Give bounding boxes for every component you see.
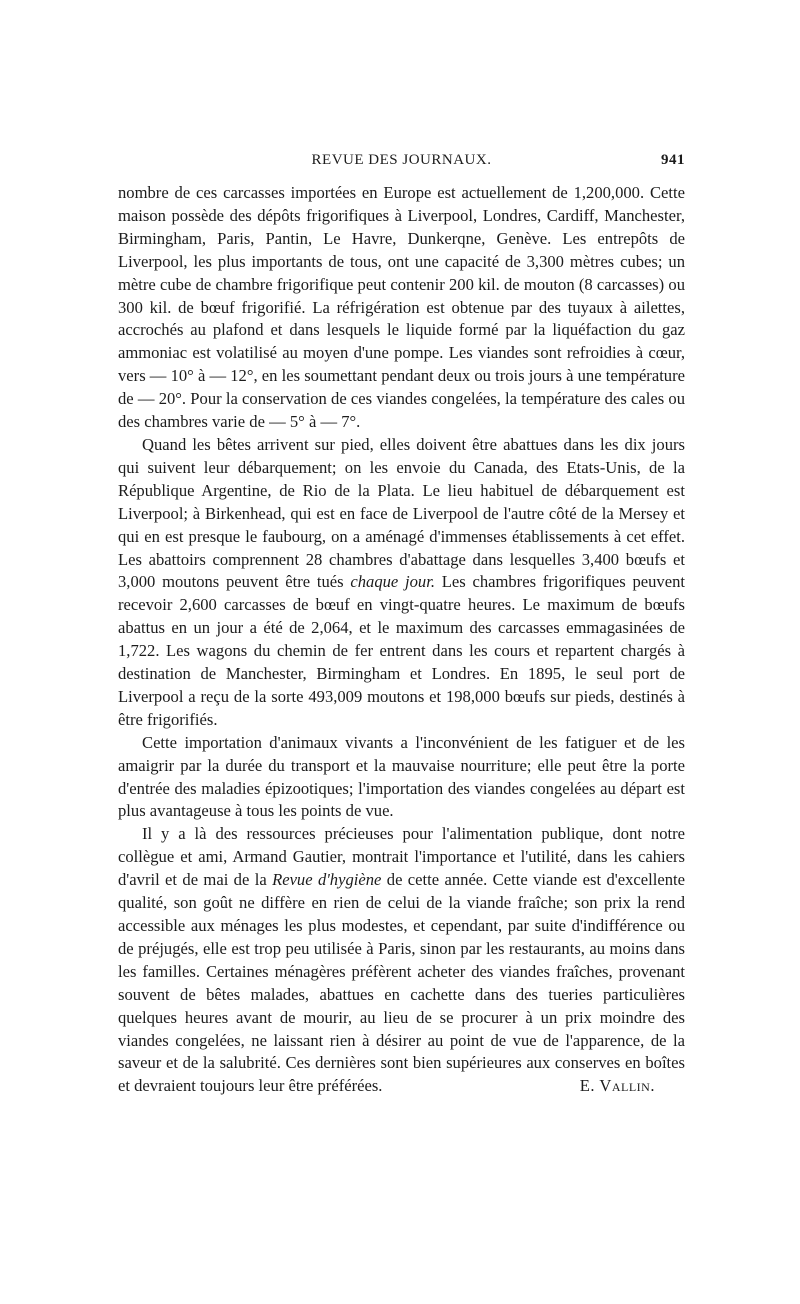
paragraph-importation: Cette importation d'animaux vivants a l'inconvénient de les fatiguer et de les amaigrir par la durée du transport et la mauvaise nourriture; elle peut être la porte d'entrée des maladies épizootiques; l'importation des viandes congelées au départ est plus avantageuse à tous les points de vue. bbox=[118, 732, 685, 821]
paragraph-text: Les chambres frigorifiques peuvent recevoir 2,600 carcasses de bœuf en vingt-quatre heures. Le maximum de bœufs abattus en un jour a été de 2,064, et le maximum des carcasses emmagasinées de 1,722. Les wagons du chemin de fer entrent dans les cours et repartent chargés à destination de Manchester, Birmingham et Londres. En 1895, le seul port de Liverpool a reçu de la sorte 493,009 moutons et 198,000 bœufs sur pieds, destinés à être frigorifiés. bbox=[118, 572, 685, 729]
paragraph-text: Quand les bêtes arrivent sur pied, elles doivent être abattues dans les dix jours qui suivent leur débarquement; on les envoie du Canada, des Etats-Unis, de la République Argentine, de Rio de la Plata. Le lieu habituel de débarquement est Liverpool; à Birkenhead, qui est en face de Liverpool de l'autre côté de la Mersey et qui en est presque le faubourg, on a aménagé d'immenses établissements à cet effet. Les abattoirs comprennent 28 chambres d'abattage dans lesquelles 3,400 bœufs et 3,000 moutons peuvent être tués bbox=[118, 434, 685, 592]
paragraph-live-animals bbox=[118, 434, 685, 732]
journal-title-italic: Revue d'hygiène bbox=[272, 870, 382, 890]
article-body bbox=[118, 182, 685, 1098]
journal-page bbox=[118, 152, 685, 1098]
running-header bbox=[118, 152, 685, 176]
paragraph-conclusion bbox=[118, 823, 685, 1098]
author-signature: E. Vallin. bbox=[579, 1076, 655, 1096]
paragraph-continuation: nombre de ces carcasses importées en Europe est actuellement de 1,200,000. Cette maison possède des dépôts frigorifiques à Liverpool, Londres, Cardiff, Manchester, Birmingham, Paris, Pantin, Le Havre, Dunkerqne, Genève. Les entrepôts de Liverpool, les plus importants de tous, ont une capacité de 3,300 mètres cubes; un mètre cube de chambre frigorifique peut contenir 200 kil. de mouton (8 carcasses) ou 300 kil. de bœuf frigorifié. La réfrigération est obtenue par des tuyaux à ailettes, accrochés au plafond et dans lesquels le liquide formé par la liquéfaction du gaz ammoniac est volatilisé au moyen d'une pompe. Les viandes sont refroidies à cœur, vers — 10° à — 12°, en les soumettant pendant deux ou trois jours à une température de — 20°. Pour la conservation de ces viandes congelées, la température des cales ou des chambres varie de — 5° à — 7°. bbox=[118, 183, 685, 432]
paragraph-text: Il y a là des ressources précieuses pour l'alimentation publique, dont notre collègue et ami, Armand Gautier, montrait l'importance et l'utilité, dans les cahiers d'avril et de mai de la bbox=[118, 824, 685, 890]
running-title: REVUE DES JOURNAUX. bbox=[311, 152, 492, 168]
page-number: 941 bbox=[661, 152, 685, 168]
paragraph-text: de cette année. Cette viande est d'excellente qualité, son goût ne diffère en rien de celui de la viande fraîche; son prix la rend accessible aux ménages les plus modestes, et cependant, par suite d'indifférence ou de préjugés, elle est trop peu utilisée à Paris, sinon par les restaurants, au moins dans les familles. Certaines ménagères préfèrent acheter des viandes fraîches, provenant souvent de bêtes malades, abattues en cachette dans des tueries particulières quelques heures avant de mourir, au lieu de se procurer à un prix moindre des viandes congelées, ne laissant rien à désirer au point de vue de l'apparence, de la saveur et de la salubrité. Ces dernières sont bien supérieures aux conserves en boîtes et devraient toujours leur être préférées. bbox=[118, 870, 686, 1096]
italic-phrase: chaque jour. bbox=[350, 572, 435, 592]
